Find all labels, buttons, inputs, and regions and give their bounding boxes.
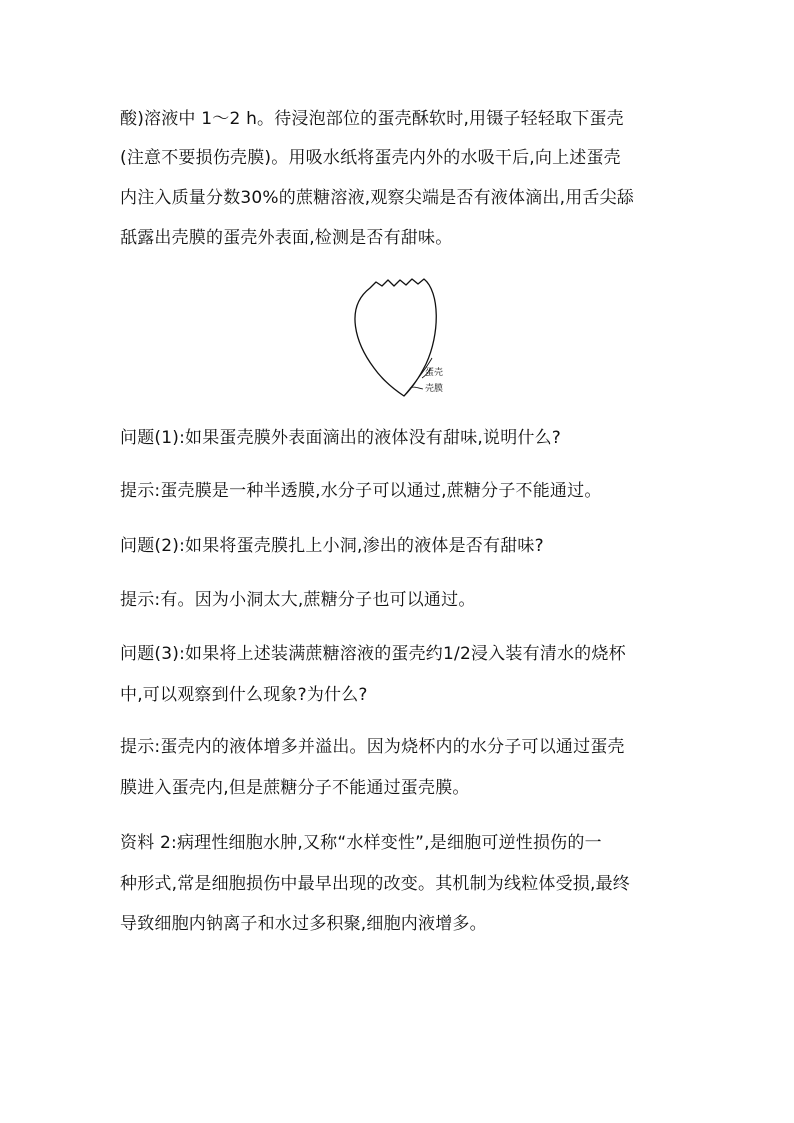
intro-line-3: 内注入质量分数30%的蔗糖溶液,观察尖端是否有液体滴出,用舌尖舔 bbox=[120, 188, 634, 208]
intro-line-1: 酸)溶液中 1～2 h。待浸泡部位的蛋壳酥软时,用镊子轻轻取下蛋壳 bbox=[120, 109, 624, 129]
intro-line-2: (注意不要损伤壳膜)。用吸水纸将蛋壳内外的水吸干后,向上述蛋壳 bbox=[120, 148, 621, 168]
hint-3-line-1: 提示:蛋壳内的液体增多并溢出。因为烧杯内的水分子可以通过蛋壳 bbox=[120, 737, 625, 757]
hint-2: 提示:有。因为小洞太大,蔗糖分子也可以通过。 bbox=[120, 590, 476, 610]
material-2-line-2: 种形式,常是细胞损伤中最早出现的改变。其机制为线粒体受损,最终 bbox=[120, 874, 631, 894]
eggshell-figure bbox=[340, 272, 460, 404]
material-2-line-3: 导致细胞内钠离子和水过多积聚,细胞内液增多。 bbox=[120, 914, 487, 934]
intro-line-4: 舐露出壳膜的蛋壳外表面,检测是否有甜味。 bbox=[120, 228, 453, 248]
hint-3-line-2: 膜进入蛋壳内,但是蔗糖分子不能通过蛋壳膜。 bbox=[120, 778, 470, 798]
question-3-line-1: 问题(3):如果将上述装满蔗糖溶液的蛋壳约1/2浸入装有清水的烧杯 bbox=[120, 644, 626, 664]
label-leader-membrane bbox=[410, 387, 423, 389]
hint-1: 提示:蛋壳膜是一种半透膜,水分子可以通过,蔗糖分子不能通过。 bbox=[120, 481, 602, 501]
label-eggshell: 蛋壳 bbox=[425, 368, 444, 378]
question-3-line-2: 中,可以观察到什么现象?为什么? bbox=[120, 685, 368, 705]
material-2-line-1: 资料 2:病理性细胞水肿,又称“水样变性”,是细胞可逆性损伤的一 bbox=[120, 833, 602, 853]
question-1: 问题(1):如果蛋壳膜外表面滴出的液体没有甜味,说明什么? bbox=[120, 428, 562, 448]
question-2: 问题(2):如果将蛋壳膜扎上小洞,渗出的液体是否有甜味? bbox=[120, 536, 544, 556]
label-shell-membrane: 壳膜 bbox=[425, 384, 444, 394]
